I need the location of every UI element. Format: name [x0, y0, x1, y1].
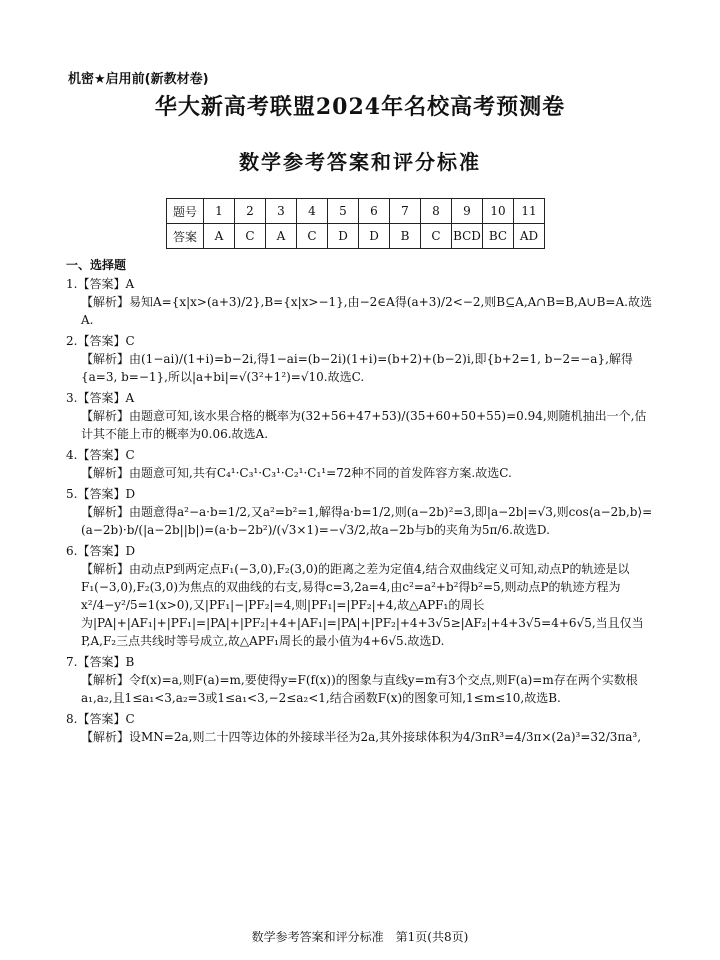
explanation-7: 【解析】令f(x)=a,则F(a)=m,要使得y=F(f(x))的图象与直线y=m有3个交点,则F(a)=m存在两个实数根a₁,a₂,且1≤a₁<3,a₂=3或1≤a₁<3,−2≤a₂<1,结合函数F(x)的图象可知,1≤m≤10,故选B. [81, 673, 638, 705]
table-cell: D [359, 224, 390, 249]
table-cell: B [390, 224, 421, 249]
table-cell: 7 [390, 199, 421, 224]
answer-row [167, 224, 545, 249]
table-cell: A [204, 224, 235, 249]
table-cell: C [297, 224, 328, 249]
table-cell: D [328, 224, 359, 249]
table-cell: 3 [266, 199, 297, 224]
answer-heading-1: 1.【答案】A [66, 277, 135, 291]
answer-heading-3: 3.【答案】A [66, 391, 135, 405]
answer-heading-8: 8.【答案】C [66, 712, 135, 726]
table-cell: 题号 [167, 199, 204, 224]
explanation-4: 【解析】由题意可知,共有C₄¹·C₃¹·C₃¹·C₂¹·C₁¹=72种不同的首发阵容方案.故选C. [81, 466, 512, 480]
table-cell: AD [514, 224, 545, 249]
table-cell: 10 [483, 199, 514, 224]
answer-heading-6: 6.【答案】D [66, 544, 136, 558]
answer-heading-5: 5.【答案】D [66, 487, 136, 501]
exam-title: 华大新高考联盟2024年名校高考预测卷 [154, 94, 566, 120]
table-cell: 8 [421, 199, 452, 224]
answer-heading-4: 4.【答案】C [66, 448, 135, 462]
table-cell: BCD [452, 224, 483, 249]
table-cell: C [421, 224, 452, 249]
question-number-row [167, 199, 545, 224]
explanation-2: 【解析】由(1−ai)/(1+i)=b−2i,得1−ai=(b−2i)(1+i)=(b+2)+(b−2)i,即{b+2=1, b−2=−a},解得{a=3, b=−1},所以|a+bi|=√(3²+1²)=√10.故选C. [81, 352, 633, 384]
confidential-label: 机密★启用前(新教材卷) [68, 72, 209, 87]
document-subtitle: 数学参考答案和评分标准 [239, 150, 481, 174]
explanation-6: 【解析】由动点P到两定点F₁(−3,0),F₂(3,0)的距离之差为定值4,结合双曲线定义可知,动点P的轨迹是以F₁(−3,0),F₂(3,0)为焦点的双曲线的右支,易得c=3,2a=4,由c²=a²+b²得b²=5,则动点P的轨迹方程为x²/4−y²/5=1(x>0),又|PF₁|−|PF₂|=4,则|PF₁|=|PF₂|+4,故△APF₁的周长为|PA|+|AF₁|+|PF₁|=|PA|+|PF₂|+4+|AF₁|=|PA|+|PF₂|+4+3√5≥|AF₂|+4+3√5=4+6√5,当且仅当P,A,F₂三点共线时等号成立,故△APF₁周长的最小值为4+6√5.故选D. [81, 562, 644, 648]
explanation-5: 【解析】由题意得a²−a·b=1/2,又a²=b²=1,解得a·b=1/2,则(a−2b)²=3,即|a−2b|=√3,则cos⟨a−2b,b⟩=(a−2b)·b/(|a−2b||b|)=(a·b−2b²)/(√3×1)=−√3/2,故a−2b与b的夹角为5π/6.故选D. [81, 505, 653, 537]
page-footer: 数学参考答案和评分标准 第1页(共8页) [251, 930, 469, 944]
answer-heading-7: 7.【答案】B [66, 655, 135, 669]
answer-heading-2: 2.【答案】C [66, 334, 135, 348]
explanation-8: 【解析】设MN=2a,则二十四等边体的外接球半径为2a,其外接球体积为4/3πR³=4/3π×(2a)³=32/3πa³, [81, 730, 642, 744]
table-cell: 2 [235, 199, 266, 224]
table-cell: 6 [359, 199, 390, 224]
table-cell: 5 [328, 199, 359, 224]
table-cell: 1 [204, 199, 235, 224]
table-cell: BC [483, 224, 514, 249]
answer-table [166, 198, 545, 249]
explanation-3: 【解析】由题意可知,该水果合格的概率为(32+56+47+53)/(35+60+50+55)=0.94,则随机抽出一个,估计其不能上市的概率为0.06.故选A. [81, 409, 647, 441]
solutions-content [66, 256, 656, 749]
table-cell: 11 [514, 199, 545, 224]
section-heading: 一、选择题 [66, 258, 127, 272]
explanation-1: 【解析】易知A={x|x>(a+3)/2},B={x|x>−1},由−2∈A得(a+3)/2<−2,则B⊆A,A∩B=B,A∪B=A.故选A. [81, 295, 652, 327]
table-cell: 答案 [167, 224, 204, 249]
table-cell: A [266, 224, 297, 249]
table-cell: 9 [452, 199, 483, 224]
table-cell: 4 [297, 199, 328, 224]
table-cell: C [235, 224, 266, 249]
